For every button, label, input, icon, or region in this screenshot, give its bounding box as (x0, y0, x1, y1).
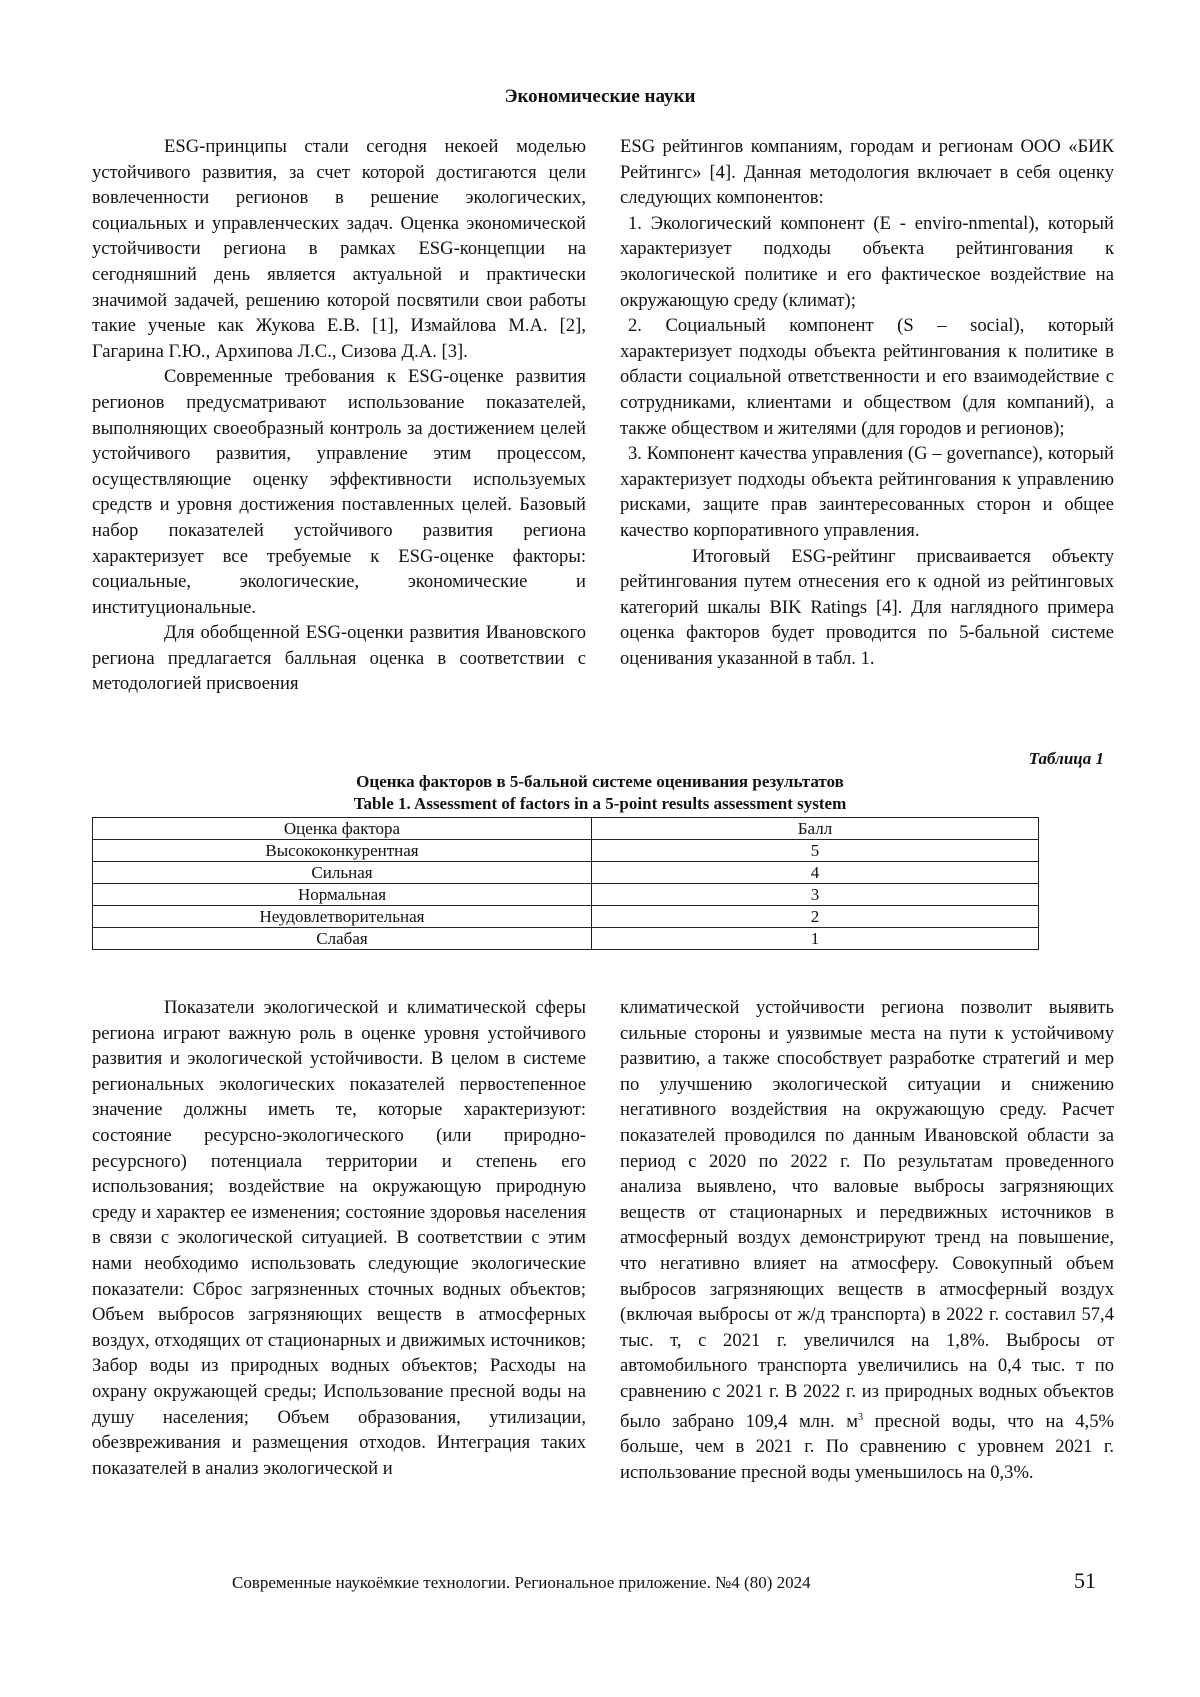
text-span: пресной воды, что на 4,5% больше, чем в 2021 г. По сравнению с уровнем 2021 г. использование пресной воды уменьшилось на 0,3%. (620, 1410, 1114, 1483)
table-cell: 3 (592, 884, 1039, 906)
superscript: 3 (858, 1411, 864, 1423)
list-item-environmental: 1. Экологический компонент (E - enviro-nmental), который характеризует подходы объекта рейтингования к экологической политике и его фактическое воздействие на окружающую среду (климат); (620, 212, 1114, 311)
column-top-left (92, 134, 586, 697)
paragraph: ESG рейтингов компаниям, городам и регионам ООО «БИК Рейтингс» [4]. Данная методология включает в себя оценку следующих компонентов: (620, 136, 1114, 209)
list-item-governance: 3. Компонент качества управления (G – governance), который характеризует подходы объекта рейтингования к управлению рисками, защите прав заинтересованных сторон и общее качество корпоративного управления. (620, 443, 1114, 541)
column-bottom-right (620, 995, 1114, 1485)
table-row (93, 840, 1039, 862)
column-bottom-left (92, 995, 586, 1481)
paragraph: Показатели экологической и климатической сферы региона играют важную роль в оценке уровня устойчивого развития и экологической устойчивости. В целом в системе региональных экологических показателей первостепенное значение должны иметь те, которые характеризуют: состояние ресурсно-экологического (или природно-ресурсного) потенциала территории и степень его использования; воздействие на окружающую природную среду и характер ее изменения; состояние здоровья населения в связи с экологической ситуацией. В соответствии с этим нами необходимо использовать следующие экологические показатели: Сброс загрязненных сточных водных объектов; Объем выбросов загрязняющих веществ в атмосферных воздух, отходящих от стационарных и движимых источников; Забор воды из природных водных объектов; Расходы на охрану окружающей среды; Использование пресной воды на душу населения; Объем образования, утилизации, обезвреживания и размещения отходов. Интеграция таких показателей в анализ экологической и (92, 997, 586, 1479)
table-cell: 5 (592, 840, 1039, 862)
table-cell: 4 (592, 862, 1039, 884)
column-top-right (620, 134, 1114, 671)
column-header: Балл (592, 818, 1039, 840)
paragraph: ESG-принципы стали сегодня некоей моделью устойчивого развития, за счет которой достигаются цели вовлеченности регионов в решение экологических, социальных и управленческих задач. Оценка экономической устойчивости региона в рамках ESG-концепции на сегодняшний день является актуальной и практически значимой задачей, решению которой посвятили свои работы такие ученые как Жукова Е.В. [1], Измайлова М.А. [2], Гагарина Г.Ю., Архипова Л.С., Сизова Д.А. [3]. (92, 136, 586, 362)
list-item-social: 2. Социальный компонент (S – social), который характеризует подходы объекта рейтингования к политике в области социальной ответственности и его взаимодействие с сотрудниками, клиентами и обществом (для компаний), а также обществом и жителями (для городов и регионов); (620, 315, 1114, 439)
column-header: Оценка фактора (93, 818, 592, 840)
table-cell: Неудовлетворительная (93, 906, 592, 928)
table-cell: 1 (592, 928, 1039, 950)
table-label: Таблица 1 (1028, 749, 1104, 768)
journal-footer: Современные наукоёмкие технологии. Региональное приложение. №4 (80) 2024 (232, 1573, 811, 1592)
table-row (93, 862, 1039, 884)
table-title-ru: Оценка факторов в 5-бальной системе оценивания результатов (356, 772, 844, 791)
table-cell: Слабая (93, 928, 592, 950)
table-row (93, 906, 1039, 928)
table-cell: Нормальная (93, 884, 592, 906)
table-header-row (93, 818, 1039, 840)
paragraph: Для обобщенной ESG-оценки развития Ивановского региона предлагается балльная оценка в соответствии с методологией присвоения (92, 622, 586, 695)
table-row (93, 928, 1039, 950)
paragraph (620, 995, 1114, 1485)
section-title: Экономические науки (504, 86, 696, 107)
table-cell: 2 (592, 906, 1039, 928)
page-number: 51 (1074, 1568, 1096, 1593)
table-title-en: Table 1. Assessment of factors in a 5-point results assessment system (353, 794, 847, 813)
paragraph: Современные требования к ESG-оценке развития регионов предусматривают использование показателей, выполняющих своеобразный контроль за достижением целей устойчивого развития, управление этим процессом, осуществляющие оценку эффективности используемых средств и уровня достижения поставленных целей. Базовый набор показателей устойчивого развития региона характеризует все требуемые к ESG-оценке факторы: социальные, экологические, экономические и институциональные. (92, 366, 586, 618)
table-cell: Сильная (93, 862, 592, 884)
table-cell: Высококонкурентная (93, 840, 592, 862)
text-span: климатической устойчивости региона позволит выявить сильные стороны и уязвимые места на пути к устойчивому развитию, а также способствует разработке стратегий и мер по улучшению экологической ситуации и снижению негативного воздействия на окружающую среду. Расчет показателей проводился по данным Ивановской области за период с 2020 по 2022 г. По результатам проведенного анализа выявлено, что валовые выбросы загрязняющих веществ от стационарных и передвижных источников в атмосферный воздух демонстрируют тренд на повышение, что негативно влияет на атмосферу. Совокупный объем выбросов загрязняющих веществ в атмосферный воздух (включая выбросы от ж/д транспорта) в 2022 г. составил 57,4 тыс. т, с 2021 г. увеличился на 1,8%. Выбросы от автомобильного транспорта увеличились на 0,4 тыс. т по сравнению с 2021 г. В 2022 г. из природных водных объектов было забрано 109,4 млн. м (620, 997, 1114, 1432)
paragraph: Итоговый ESG-рейтинг присваивается объекту рейтингования путем отнесения его к одной из рейтинговых категорий шкалы BIK Ratings [4]. Для наглядного примера оценка факторов будет проводится по 5-бальной системе оценивания указанной в табл. 1. (620, 545, 1114, 669)
factor-assessment-table (92, 817, 1039, 950)
table-row (93, 884, 1039, 906)
